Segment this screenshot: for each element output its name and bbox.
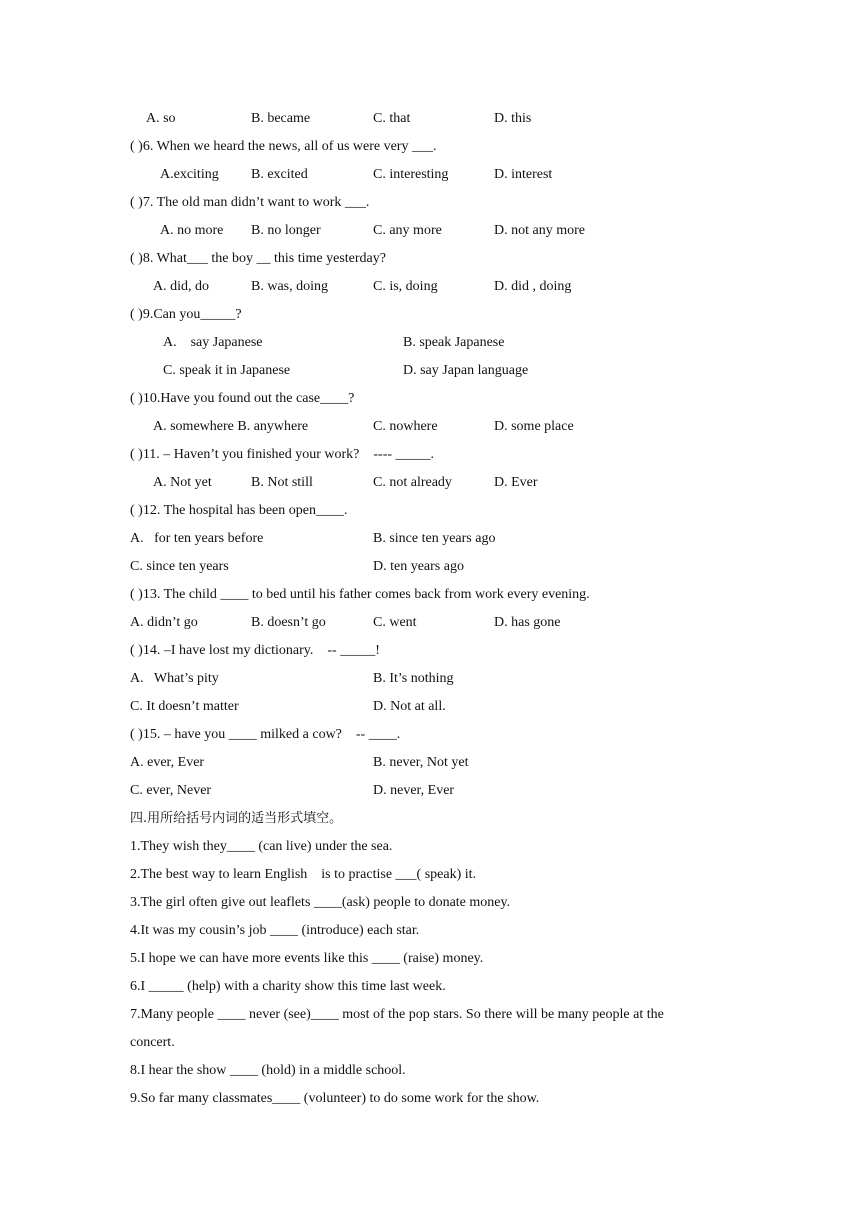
q11-option-d: D. Ever xyxy=(494,475,538,490)
fill-item-6: 6.I _____ (help) with a charity show this time last week. xyxy=(130,979,446,994)
q7-option-d: D. not any more xyxy=(494,223,585,238)
q12-option-a: A. for ten years before xyxy=(130,531,264,546)
q9-option-b: B. speak Japanese xyxy=(403,335,505,350)
q12-option-c: C. since ten years xyxy=(130,559,229,574)
q6-option-b: B. excited xyxy=(251,167,308,182)
q10-option-c: C. nowhere xyxy=(373,419,438,434)
q8-option-a: A. did, do xyxy=(153,279,209,294)
q9-option-a: A. say Japanese xyxy=(163,335,263,350)
fill-item-7-continued: concert. xyxy=(130,1035,175,1050)
q8-option-c: C. is, doing xyxy=(373,279,438,294)
q6-stem: ( )6. When we heard the news, all of us were very ___. xyxy=(130,139,437,154)
fill-item-8: 8.I hear the show ____ (hold) in a middle school. xyxy=(130,1063,406,1078)
q14-stem: ( )14. –I have lost my dictionary. -- _____! xyxy=(130,643,380,658)
q15-option-d: D. never, Ever xyxy=(373,783,455,798)
fill-item-4: 4.It was my cousin’s job ____ (introduce) each star. xyxy=(130,923,420,938)
fill-item-7: 7.Many people ____ never (see)____ most of the pop stars. So there will be many people at the xyxy=(130,1007,664,1022)
q7-option-b: B. no longer xyxy=(251,223,321,238)
q8-stem: ( )8. What___ the boy __ this time yesterday? xyxy=(130,251,386,266)
q10-option-ab: A. somewhere B. anywhere xyxy=(153,419,309,434)
fill-item-9: 9.So far many classmates____ (volunteer) to do some work for the show. xyxy=(130,1091,540,1106)
q13-stem: ( )13. The child ____ to bed until his father comes back from work every evening. xyxy=(130,587,590,602)
q11-option-c: C. not already xyxy=(373,475,452,490)
q14-option-d: D. Not at all. xyxy=(373,699,446,714)
q13-option-a: A. didn’t go xyxy=(130,615,198,630)
q12-option-d: D. ten years ago xyxy=(373,559,464,574)
q8-option-d: D. did , doing xyxy=(494,279,572,294)
q9-stem: ( )9.Can you_____? xyxy=(130,307,242,322)
q7-option-a: A. no more xyxy=(160,223,224,238)
q15-option-b: B. never, Not yet xyxy=(373,755,469,770)
fill-item-3: 3.The girl often give out leaflets ____(ask) people to donate money. xyxy=(130,895,511,910)
q13-option-c: C. went xyxy=(373,615,417,630)
q6-option-c: C. interesting xyxy=(373,167,449,182)
fill-item-1: 1.They wish they____ (can live) under the sea. xyxy=(130,839,393,854)
q11-option-b: B. Not still xyxy=(251,475,313,490)
q10-option-d: D. some place xyxy=(494,419,574,434)
q14-option-c: C. It doesn’t matter xyxy=(130,699,239,714)
fill-item-5: 5.I hope we can have more events like this ____ (raise) money. xyxy=(130,951,484,966)
q9-option-c: C. speak it in Japanese xyxy=(163,363,291,378)
q12-option-b: B. since ten years ago xyxy=(373,531,496,546)
q6-option-d: D. interest xyxy=(494,167,553,182)
q13-option-d: D. has gone xyxy=(494,615,561,630)
q7-stem: ( )7. The old man didn’t want to work ___. xyxy=(130,195,370,210)
q15-option-a: A. ever, Ever xyxy=(130,755,205,770)
q15-stem: ( )15. – have you ____ milked a cow? -- ____. xyxy=(130,727,401,742)
q7-option-c: C. any more xyxy=(373,223,442,238)
fill-item-2: 2.The best way to learn English is to practise ___( speak) it. xyxy=(130,867,477,882)
q15-option-c: C. ever, Never xyxy=(130,783,212,798)
q14-option-a: A. What’s pity xyxy=(130,671,219,686)
q9-option-d: D. say Japan language xyxy=(403,363,529,378)
q5-option-c: C. that xyxy=(373,111,411,126)
section-4-heading: 四.用所给括号内词的适当形式填空。 xyxy=(130,811,343,826)
q12-stem: ( )12. The hospital has been open____. xyxy=(130,503,348,518)
q11-option-a: A. Not yet xyxy=(153,475,212,490)
q5-option-b: B. became xyxy=(251,111,311,126)
q8-option-b: B. was, doing xyxy=(251,279,328,294)
q10-stem: ( )10.Have you found out the case____? xyxy=(130,391,355,406)
q5-option-d: D. this xyxy=(494,111,532,126)
q6-option-a: A.exciting xyxy=(160,167,219,182)
q13-option-b: B. doesn’t go xyxy=(251,615,326,630)
q14-option-b: B. It’s nothing xyxy=(373,671,454,686)
q11-stem: ( )11. – Haven’t you finished your work? ---- _____. xyxy=(130,447,435,462)
q5-option-a: A. so xyxy=(146,111,176,126)
